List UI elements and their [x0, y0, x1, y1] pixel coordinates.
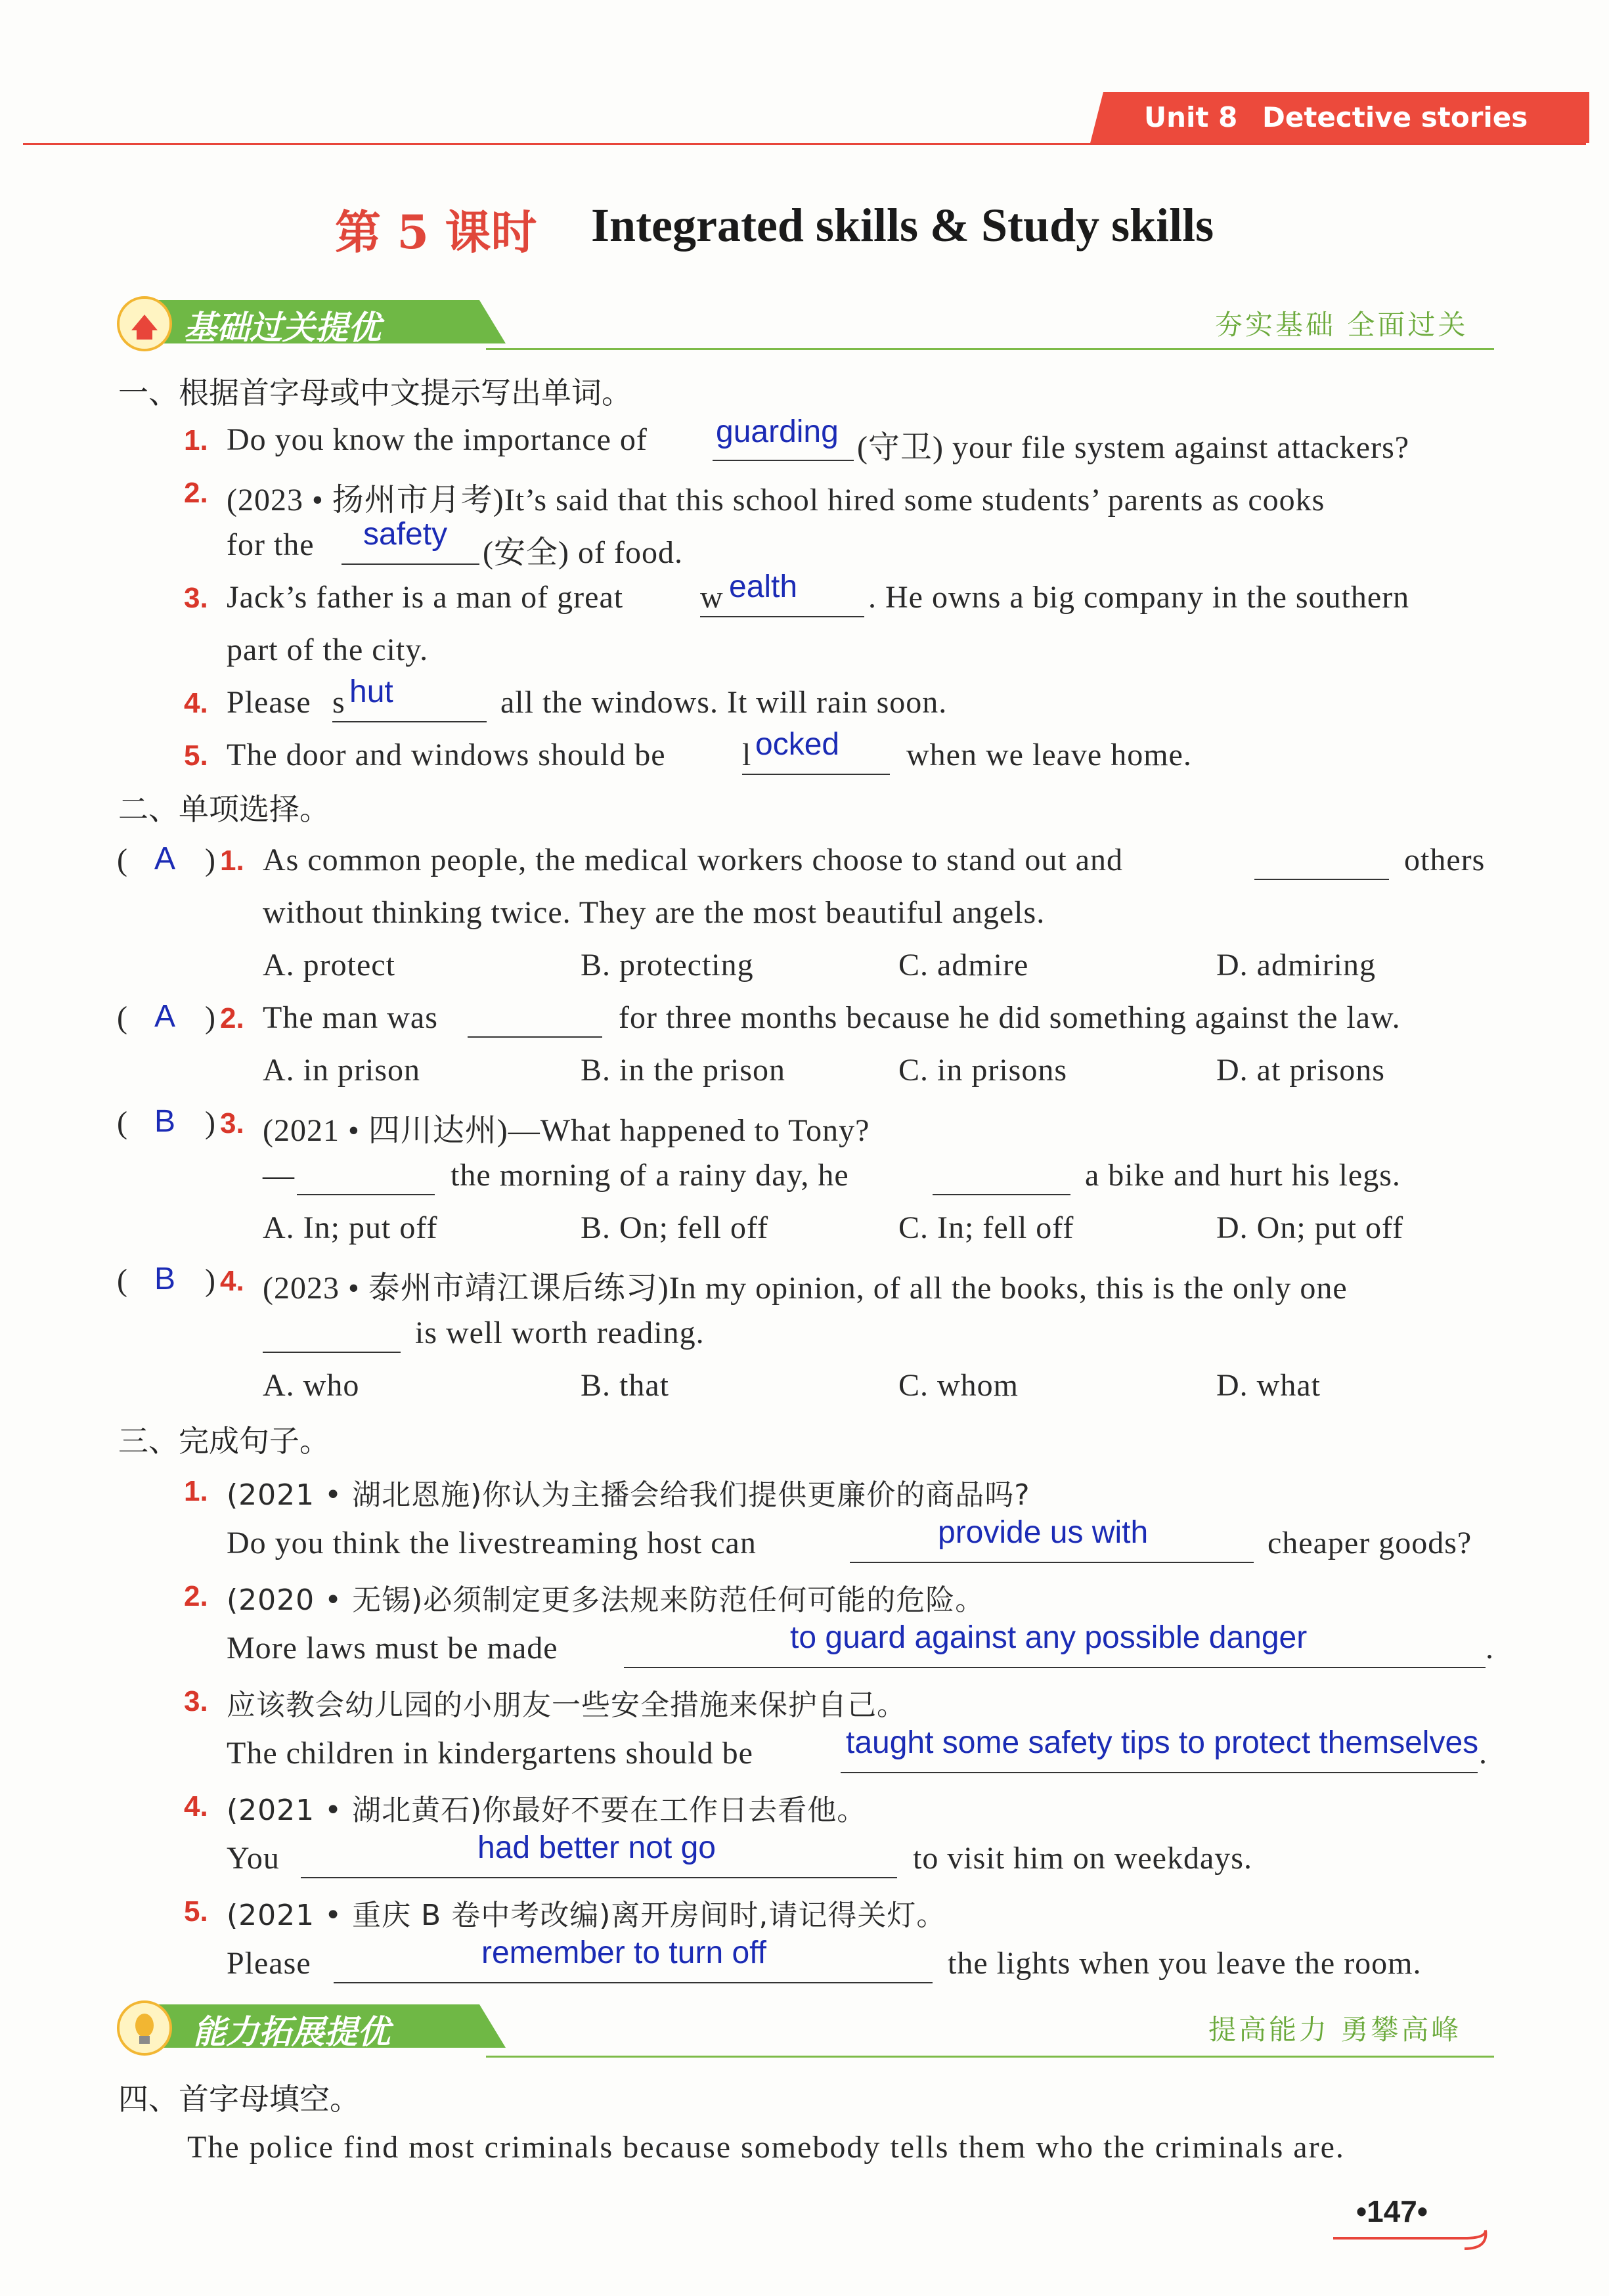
section-motto-1: 夯实基础 全面过关: [1215, 309, 1468, 341]
p2-item2-num: 2.: [220, 1002, 244, 1034]
p2-item4-stem2: is well worth reading.: [415, 1315, 705, 1350]
p3-item3-before: The children in kindergartens should be: [227, 1736, 753, 1771]
page-number: •147•: [1356, 2194, 1428, 2228]
p2-item4-paren-close: ): [205, 1263, 216, 1298]
p1-item1-num: 1.: [184, 424, 208, 456]
p3-item2-before: More laws must be made: [227, 1631, 558, 1666]
p3-item2-num: 2.: [184, 1580, 208, 1612]
p3-item3-cn: 应该教会幼儿园的小朋友一些安全措施来保护自己。: [227, 1689, 906, 1722]
p1-item5-num: 5.: [184, 740, 208, 772]
p2-item3-stem2c: a bike and hurt his legs.: [1085, 1158, 1401, 1193]
p3-item5-answer: remember to turn off: [481, 1935, 766, 1970]
p1-item4-prefix: s: [332, 685, 345, 720]
p1-item4-blank: [332, 721, 487, 722]
p2-item4-opt-d: D. what: [1216, 1368, 1321, 1403]
p3-item3-after: .: [1479, 1736, 1488, 1771]
p3-item2-after: .: [1486, 1631, 1494, 1666]
p1-item4-before: Please: [227, 685, 311, 720]
section-rule-2: [486, 2056, 1494, 2058]
p3-item5-num: 5.: [184, 1895, 208, 1928]
p3-item4-after: to visit him on weekdays.: [913, 1841, 1252, 1876]
p1-item3-prefix: w: [700, 580, 724, 615]
p2-item4-opt-b: B. that: [581, 1368, 669, 1403]
p1-item3-answer: ealth: [729, 569, 798, 604]
p3-item1-answer: provide us with: [938, 1515, 1149, 1550]
p1-item5-blank: [742, 774, 890, 775]
p2-item3-opt-a: A. In; put off: [263, 1210, 438, 1245]
p2-item3-paren-open: (: [117, 1105, 128, 1140]
p1-item5-prefix: l: [742, 738, 752, 772]
p2-item1-opt-b: B. protecting: [581, 948, 754, 982]
p2-item3-choice: B: [154, 1104, 176, 1139]
section-banner-basic: [112, 292, 506, 351]
p1-item4-answer: hut: [349, 674, 393, 709]
p1-item3-blank: [700, 616, 864, 617]
p3-item1-after: cheaper goods?: [1267, 1526, 1472, 1560]
p3-item4-answer: had better not go: [477, 1830, 716, 1865]
p3-item4-before: You: [227, 1841, 280, 1876]
p1-item2-after: (安全) of food.: [483, 535, 683, 570]
p1-item2-blank: [342, 563, 479, 565]
p2-item4-choice: B: [154, 1262, 176, 1296]
p2-item1-choice: A: [154, 841, 176, 876]
p2-item4-blank: [263, 1352, 401, 1353]
p3-item4-cn: (2021 • 湖北黄石)你最好不要在工作日去看他。: [227, 1794, 867, 1827]
p1-item2-num: 2.: [184, 477, 208, 509]
p1-item2-before: (2023 • 扬州市月考)It’s said that this school hired some students’ parents as cooks: [227, 483, 1325, 518]
p3-item5-blank: [334, 1982, 933, 1983]
p2-item3-stem1: (2021 • 四川达州)—What happened to Tony?: [263, 1113, 870, 1148]
p2-item1-stem2: without thinking twice. They are the most beautiful angels.: [263, 895, 1046, 930]
p3-item1-before: Do you think the livestreaming host can: [227, 1526, 757, 1560]
section-banner-advanced: [112, 1997, 506, 2056]
p1-item3-num: 3.: [184, 582, 208, 614]
part3-heading: 三、完成句子。: [118, 1423, 330, 1459]
p2-item2-choice: A: [154, 999, 176, 1034]
header-rule: [23, 143, 1586, 145]
p2-item3-blank2: [933, 1194, 1070, 1195]
p2-item4-paren-open: (: [117, 1263, 128, 1298]
p3-item5-after: the lights when you leave the room.: [948, 1946, 1422, 1981]
p1-item5-answer: ocked: [755, 727, 840, 762]
p2-item3-num: 3.: [220, 1107, 244, 1139]
p3-item2-answer: to guard against any possible danger: [790, 1620, 1308, 1655]
p3-item1-cn: (2021 • 湖北恩施)你认为主播会给我们提供更廉价的商品吗?: [227, 1478, 1030, 1512]
p3-item4-blank: [301, 1877, 897, 1878]
page-title: Integrated skills & Study skills: [591, 199, 1214, 252]
p1-item1-answer: guarding: [716, 414, 839, 449]
lesson-number: 第 5 课时: [335, 205, 537, 259]
p2-item1-blank: [1254, 879, 1389, 880]
p3-item4-num: 4.: [184, 1790, 208, 1822]
p2-item2-paren-close: ): [205, 1000, 216, 1035]
p1-item1-before: Do you know the importance of: [227, 422, 648, 457]
p2-item2-blank: [468, 1036, 602, 1038]
section-banner-label-2: 能力拓展提优: [193, 2013, 390, 2051]
p2-item2-stem1-end: for three months because he did something against the law.: [619, 1000, 1401, 1035]
part4-text: The police find most criminals because somebody tells them who the criminals are.: [187, 2130, 1345, 2165]
section-banner-label: 基础过关提优: [184, 309, 381, 347]
p2-item3-stem2b: the morning of a rainy day, he: [451, 1158, 849, 1193]
p2-item1-num: 1.: [220, 845, 244, 877]
p3-item2-cn: (2020 • 无锡)必须制定更多法规来防范任何可能的危险。: [227, 1583, 985, 1617]
p1-item1-after: (守卫) your file system against attackers?: [857, 430, 1410, 465]
part1-heading: 一、根据首字母或中文提示写出单词。: [118, 375, 632, 410]
p2-item1-stem1: As common people, the medical workers choose to stand out and: [263, 843, 1124, 877]
page-number-swoosh: [1333, 2225, 1491, 2251]
p2-item3-opt-b: B. On; fell off: [581, 1210, 769, 1245]
p1-item4-after: all the windows. It will rain soon.: [500, 685, 948, 720]
p2-item1-stem1-end: others: [1404, 843, 1486, 877]
section-rule-1: [486, 348, 1494, 350]
part2-heading: 二、单项选择。: [118, 791, 330, 827]
p3-item2-blank: [624, 1667, 1486, 1668]
p1-item3-before: Jack’s father is a man of great: [227, 580, 624, 615]
p2-item2-stem1: The man was: [263, 1000, 438, 1035]
unit-label: Unit 8: [1144, 101, 1238, 133]
p3-item3-blank: [841, 1772, 1478, 1773]
p3-item1-num: 1.: [184, 1475, 208, 1507]
p2-item1-opt-d: D. admiring: [1216, 948, 1376, 982]
p2-item3-blank1: [297, 1194, 435, 1195]
p2-item1-opt-a: A. protect: [263, 948, 395, 982]
p2-item2-opt-b: B. in the prison: [581, 1053, 785, 1088]
section-motto-2: 提高能力 勇攀高峰: [1208, 2014, 1462, 2046]
p2-item2-opt-c: C. in prisons: [898, 1053, 1068, 1088]
p2-item2-paren-open: (: [117, 1000, 128, 1035]
p1-item4-num: 4.: [184, 687, 208, 719]
p1-item3-after: . He owns a big company in the southern: [868, 580, 1410, 615]
part4-heading: 四、首字母填空。: [118, 2081, 360, 2117]
p2-item3-paren-close: ): [205, 1105, 216, 1140]
p1-item1-blank: [713, 460, 854, 461]
p1-item2-answer: safety: [363, 517, 448, 552]
p1-item2-line2-before: for the: [227, 527, 315, 562]
p2-item4-num: 4.: [220, 1265, 244, 1297]
p3-item1-blank: [850, 1562, 1254, 1563]
p3-item5-cn: (2021 • 重庆 B 卷中考改编)离开房间时,请记得关灯。: [227, 1899, 946, 1932]
p3-item3-answer: taught some safety tips to protect themselves: [846, 1725, 1479, 1760]
p2-item3-opt-d: D. On; put off: [1216, 1210, 1404, 1245]
p1-item3-line2: part of the city.: [227, 632, 429, 667]
p2-item2-opt-a: A. in prison: [263, 1053, 420, 1088]
p2-item1-paren-close: ): [205, 843, 216, 877]
p2-item3-stem2a: —: [263, 1158, 295, 1193]
p1-item5-before: The door and windows should be: [227, 738, 666, 772]
p3-item5-before: Please: [227, 1946, 311, 1981]
p2-item3-opt-c: C. In; fell off: [898, 1210, 1074, 1245]
unit-title: Detective stories: [1262, 101, 1528, 133]
p2-item4-opt-a: A. who: [263, 1368, 360, 1403]
p2-item2-opt-d: D. at prisons: [1216, 1053, 1385, 1088]
p1-item5-after: when we leave home.: [906, 738, 1192, 772]
p2-item1-paren-open: (: [117, 843, 128, 877]
p3-item3-num: 3.: [184, 1685, 208, 1717]
p2-item1-opt-c: C. admire: [898, 948, 1029, 982]
p2-item4-stem1: (2023 • 泰州市靖江课后练习)In my opinion, of all the books, this is the only one: [263, 1271, 1348, 1306]
p2-item4-opt-c: C. whom: [898, 1368, 1019, 1403]
unit-banner: [1090, 92, 1589, 143]
